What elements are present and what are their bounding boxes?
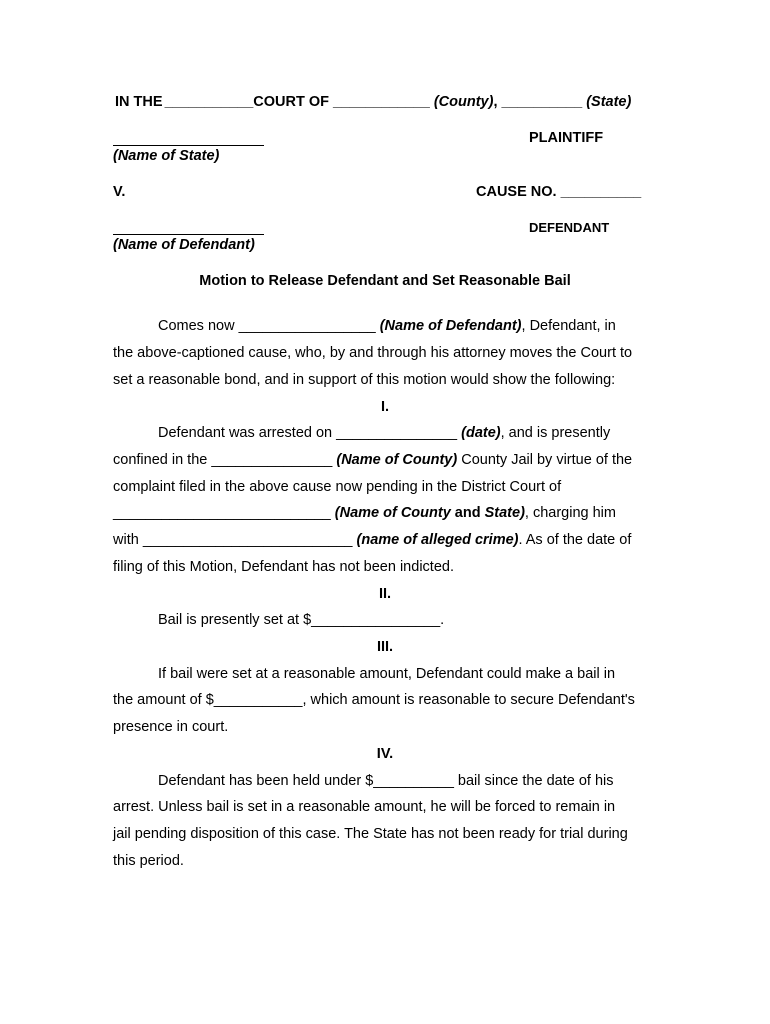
para4-line-4: this period. bbox=[113, 853, 184, 869]
para1-line-3: complaint filed in the above cause now pending in the District Court of bbox=[113, 479, 562, 495]
plaintiff-label: PLAINTIFF bbox=[529, 130, 604, 146]
intro-line-2: the above-captioned cause, who, by and through his attorney moves the Court to bbox=[113, 345, 633, 361]
para-text: . As of the date of bbox=[518, 532, 632, 548]
state-label-inline: State) bbox=[484, 505, 525, 521]
county-state-blank[interactable]: ___________________________ bbox=[113, 505, 331, 521]
court-caption-line bbox=[115, 94, 631, 110]
cause-no-blank[interactable]: __________ bbox=[560, 184, 642, 200]
versus-text: V. bbox=[113, 184, 126, 200]
state-label: (State) bbox=[586, 94, 632, 110]
para1-line-6: filing of this Motion, Defendant has not been indicted. bbox=[113, 559, 454, 575]
intro-text: , Defendant, in bbox=[521, 318, 616, 334]
cause-no-label: CAUSE NO. bbox=[476, 184, 557, 200]
county-blank[interactable]: ____________ bbox=[333, 94, 430, 110]
defendant-name-label: (Name of Defendant) bbox=[379, 318, 522, 334]
para-text: County Jail by virtue of the bbox=[461, 452, 633, 468]
county-state-label: (Name of County bbox=[334, 505, 451, 521]
section-heading-4: IV. bbox=[376, 746, 394, 762]
name-of-state-label: (Name of State) bbox=[113, 148, 220, 164]
para3-line-3: presence in court. bbox=[113, 719, 229, 735]
comma-text: , bbox=[493, 94, 498, 110]
para-text: , charging him bbox=[524, 505, 616, 521]
section-heading-2: II. bbox=[378, 586, 392, 602]
para1-line-1 bbox=[158, 425, 610, 441]
in-the-text: IN THE bbox=[115, 94, 163, 110]
county-name-label: (Name of County) bbox=[336, 452, 458, 468]
para3-line-1: If bail were set at a reasonable amount, Defendant could make a bail in bbox=[158, 666, 616, 682]
county-name-blank[interactable]: _______________ bbox=[211, 452, 333, 468]
para-text: with bbox=[113, 532, 139, 548]
para-text: Defendant was arrested on bbox=[158, 425, 333, 441]
court-name-blank[interactable]: ___________ bbox=[164, 94, 254, 110]
para4-line-1: Defendant has been held under $__________ bail since the date of his bbox=[158, 773, 614, 789]
para1-line-5 bbox=[113, 532, 631, 548]
arrest-date-blank[interactable]: _______________ bbox=[336, 425, 458, 441]
name-of-defendant-label: (Name of Defendant) bbox=[113, 237, 255, 253]
date-label: (date) bbox=[461, 425, 501, 441]
plaintiff-signature-line[interactable] bbox=[113, 145, 264, 146]
state-blank[interactable]: __________ bbox=[501, 94, 583, 110]
para-text: , and is presently bbox=[500, 425, 611, 441]
para2-line-1: Bail is presently set at $________________. bbox=[158, 612, 445, 628]
defendant-label: DEFENDANT bbox=[529, 220, 610, 235]
alleged-crime-label: (name of alleged crime) bbox=[356, 532, 519, 548]
para1-line-2 bbox=[113, 452, 632, 468]
para3-line-2: the amount of $___________, which amount is reasonable to secure Defendant's bbox=[113, 692, 635, 708]
para4-line-2: arrest. Unless bail is set in a reasonable amount, he will be forced to remain in bbox=[113, 799, 616, 815]
defendant-name-blank[interactable]: _________________ bbox=[238, 318, 376, 334]
section-heading-1: I. bbox=[380, 399, 390, 415]
intro-line-3: set a reasonable bond, and in support of this motion would show the following: bbox=[113, 372, 616, 388]
defendant-signature-line[interactable] bbox=[113, 234, 264, 235]
and-text: and bbox=[454, 505, 481, 521]
para1-line-4 bbox=[113, 505, 616, 521]
court-of-text: COURT OF bbox=[253, 94, 329, 110]
intro-text: Comes now bbox=[158, 318, 235, 334]
section-heading-3: III. bbox=[376, 639, 394, 655]
alleged-crime-blank[interactable]: __________________________ bbox=[142, 532, 353, 548]
intro-line-1 bbox=[158, 318, 616, 334]
county-label: (County) bbox=[433, 94, 494, 110]
motion-title: Motion to Release Defendant and Set Reasonable Bail bbox=[199, 273, 571, 289]
cause-number bbox=[476, 184, 641, 200]
para4-line-3: jail pending disposition of this case. The State has not been ready for trial during bbox=[113, 826, 628, 842]
para-text: confined in the bbox=[113, 452, 208, 468]
